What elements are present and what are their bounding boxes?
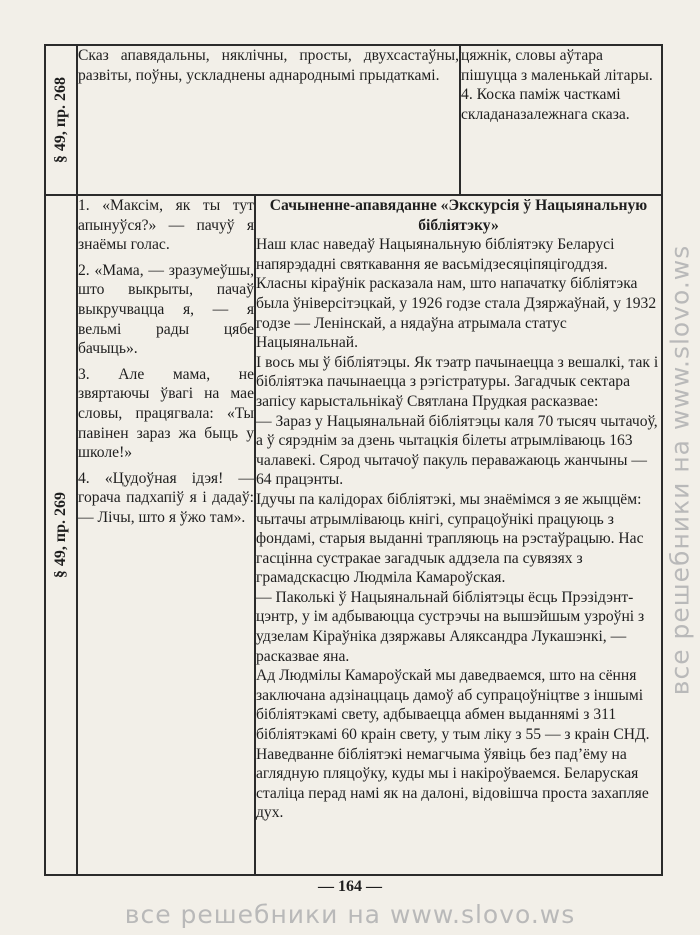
section-ref: § 49, пр. 268 [52,76,69,164]
table-row [45,45,662,195]
composition-cell [255,195,662,875]
paragraph: Наш клас наведаў Нацыянальную бібліятэку Беларусі напярэдадні святкавання яе васьмідзесяціпяцігоддзя. Класны кіраўнік расказала нам, што напачатку бібліятэка была ўніверсітэцкай, у 1926 годзе стала Дзяржаўнай, у 1932 годзе — Ленінскай, а нядаўна атрымала статус Нацыянальнай. [256,236,657,352]
list-item: 4. «Цудоўная ідэя! — горача падхапіў я і дадаў: — Лічы, што я ўжо там». [78,469,254,526]
section-ref: § 49, пр. 269 [52,491,69,579]
page-number: — 164 — [318,878,382,895]
notes-text: цяжнік, словы аўтара пішуцца з маленькай літары. 4. Коска паміж часткамі складаназалежнага сказа. [461,47,653,123]
sentences-cell [77,195,255,875]
paragraph: — Зараз у Нацыянальнай бібліятэцы каля 70 тысяч чытачоў, а ў сярэднім за дзень чытацкія білеты атрымліваюць 163 чалавекі. Сярод чытачоў пакуль пераважаюць жанчыны — 64 працэнты. [256,412,658,489]
paragraph: Ад Людмілы Камароўскай мы даведваемся, што на сёння заключана адзінаццаць дамоў аб супрацоўніцтве з іншымі бібліятэкамі свету, адбываецца абмен выданнямі з 311 бібліятэкамі 60 краін свету, у тым ліку з 55 — з краін СНД. [256,667,650,744]
list-item: 1. «Максім, як ты тут апынуўся?» — пачуў я знаёмы голас. [78,197,254,254]
paragraph: Наведванне бібліятэкі немагчыма ўявіць без пад’ёму на аглядную пляцоўку, куды мы і накіроўваемся. Беларуская сталіца перад намі як на далоні, відовішча проста захапляе дух. [256,745,649,822]
notes-cell [460,45,662,195]
watermark-side: все решебники на www.slovo.ws [665,244,695,696]
watermark-bottom: все решебники на www.slovo.ws [124,900,576,929]
paragraph: Ідучы па калідорах бібліятэкі, мы знаёмімся з яе жыццём: чытачы атрымліваюць кнігі, супрацоўнікі працуюць з фондамі, старыя выданні трапляюць на рэстаўрацыю. Нас гасцінна сустракае загадчык аддзела па сувязях з грамадскасцю Людміла Камароўская. [256,490,644,587]
paragraph: І вось мы ў бібліятэцы. Як тэатр пачынаецца з вешалкі, так і бібліятэка пачынаецца з рэгістратуры. Загадчык сектара запісу карыстальнікаў Святлана Прудкая расказвае: [256,353,659,410]
list-item: 3. Але мама, не звяртаючы ўвагі на мае словы, працягвала: «Ты павінен зараз жа быць у школе!» [78,365,254,462]
table-row [45,195,662,875]
answer-table [44,44,663,876]
analysis-cell [77,45,460,195]
section-cell [45,45,77,195]
section-cell [45,195,77,875]
paragraph: — Паколькі ў Нацыянальнай бібліятэцы ёсць Прэзідэнт-цэнтр, у ім адбываюцца сустрэчы на вышэйшым узроўні з удзелам Кіраўніка дзяржавы Аляксандра Лукашэнкі, — расказвае яна. [256,588,645,665]
composition-title: Сачыненне-апавяданне «Экскурсія ў Нацыянальную бібліятэку» [269,197,648,234]
list-item: 2. «Мама, — зразумеўшы, што выкрыты, пачаў выкручвацца я, — я вельмі рады цябе бачыць». [78,261,254,358]
analysis-text: Сказ апавядальны, няклічны, просты, двухсастаўны, развіты, поўны, ускладнены аднароднымі прыдаткамі. [78,47,460,84]
